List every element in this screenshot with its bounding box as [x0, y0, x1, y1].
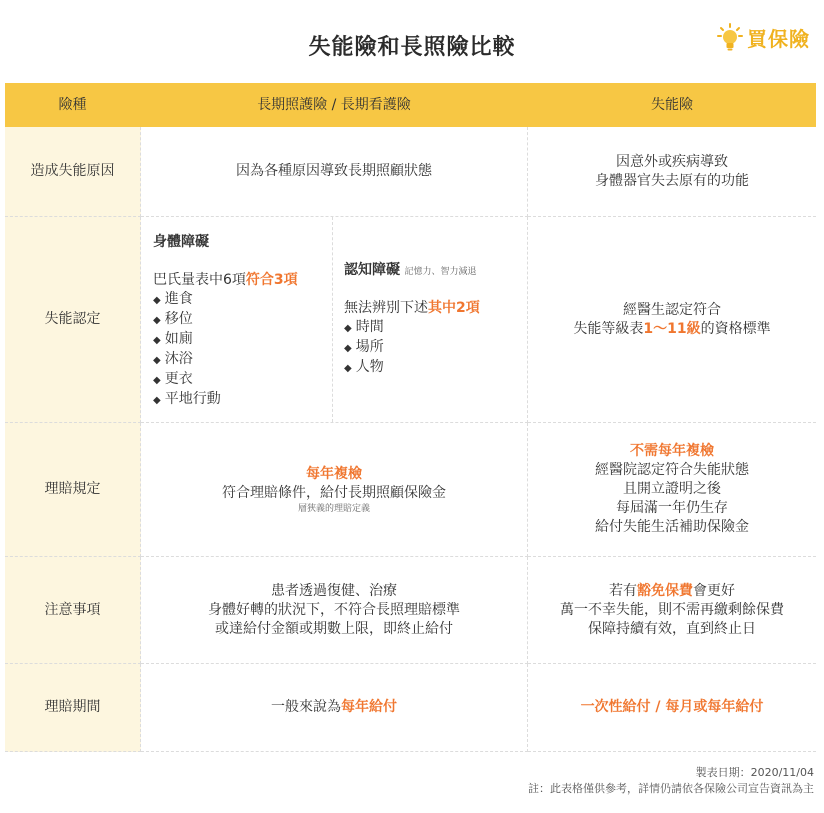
cognitive-note: 記憶力、智力減退: [404, 267, 477, 277]
list-item: ◆ 人物: [344, 359, 384, 375]
diamond-bullet-icon: ◆: [153, 315, 161, 326]
period-disability: [528, 664, 816, 752]
physical-title: 身體障礙: [153, 234, 209, 250]
cause-ltc: [141, 127, 528, 217]
brand-logo: [717, 22, 810, 52]
list-item: ◆ 如廁: [153, 331, 193, 347]
notes-ltc: [141, 557, 528, 664]
cause-dis-line-1: 因意外或疾病導致: [616, 153, 728, 170]
physical-disability-block: [141, 217, 333, 422]
criteria-disability: [528, 217, 816, 423]
notes-ltc-line-1: 患者透過復健、治療: [271, 582, 397, 599]
notes-dis-line-3: 保障持續有效，直到終止日: [588, 620, 756, 637]
list-item: ◆ 移位: [153, 311, 193, 327]
list-item: ◆ 平地行動: [153, 391, 221, 407]
table-date: 製表日期：2020/11/04: [695, 766, 814, 779]
header-ltc: 長期照護險 / 長期看護險: [141, 83, 528, 127]
list-item: ◆ 場所: [344, 339, 384, 355]
criteria-dis-line-1: 經醫生認定符合: [623, 301, 721, 318]
row-label-period: 理賠期間: [5, 664, 141, 752]
diamond-bullet-icon: ◆: [153, 295, 161, 306]
cognitive-disability-block: [333, 217, 527, 422]
cognitive-lead: 無法辨別下述其中2項: [344, 300, 480, 316]
cognitive-title: 認知障礙: [344, 262, 400, 278]
row-label-claim: 理賠規定: [5, 423, 141, 557]
row-label-notes: 注意事項: [5, 557, 141, 664]
list-item: ◆ 時間: [344, 319, 384, 335]
brand-name: 買保險: [747, 26, 810, 51]
diamond-bullet-icon: ◆: [153, 375, 161, 386]
diamond-bullet-icon: ◆: [344, 363, 352, 374]
claim-ltc-small: 層狹義的理賠定義: [297, 503, 370, 514]
diamond-bullet-icon: ◆: [153, 395, 161, 406]
notes-disability: [528, 557, 816, 664]
notes-dis-highlight: 豁免保費: [637, 582, 693, 599]
diamond-bullet-icon: ◆: [344, 323, 352, 334]
diamond-bullet-icon: ◆: [153, 335, 161, 346]
lightbulb-icon: [717, 22, 743, 52]
comparison-table: [5, 83, 816, 752]
period-dis-highlight: 一次性給付 / 每月或每年給付: [580, 699, 764, 715]
row-label-cause: 造成失能原因: [5, 127, 141, 217]
header-disability: 失能險: [528, 83, 816, 127]
claim-ltc: [141, 423, 528, 557]
claim-dis-highlight: 不需每年複檢: [630, 443, 714, 459]
notes-dis-line-1: 若有豁免保費會更好: [609, 582, 735, 599]
disclaimer-note: 註：此表格僅供參考，詳情仍請依各保險公司宣告資訊為主: [528, 782, 814, 795]
cognitive-heading: [344, 261, 527, 280]
claim-dis-line-1: 經醫院認定符合失能狀態: [595, 462, 749, 478]
physical-lead: 巴氏量表中6項符合3項: [153, 272, 298, 288]
notes-ltc-line-3: 或達給付金額或期數上限，即終止給付: [215, 620, 453, 637]
claim-dis-line-4: 給付失能生活補助保險金: [595, 519, 749, 535]
notes-dis-line-2: 萬一不幸失能，則不需再繳剩餘保費: [560, 601, 784, 618]
list-item: ◆ 進食: [153, 291, 193, 307]
header-type: 險種: [5, 83, 141, 127]
criteria-dis-line-2: 失能等級表1～11級的資格標準: [573, 320, 771, 337]
period-ltc-text: 一般來說為每年給付: [271, 699, 397, 715]
physical-highlight: 符合3項: [245, 272, 298, 288]
list-item: ◆ 更衣: [153, 371, 193, 387]
page-title: 失能險和長照險比較: [308, 35, 516, 60]
claim-dis-line-3: 每屆滿一年仍生存: [616, 500, 728, 516]
diamond-bullet-icon: ◆: [153, 355, 161, 366]
period-ltc: [141, 664, 528, 752]
period-ltc-highlight: 每年給付: [341, 699, 397, 715]
criteria-dis-highlight: 1～11級: [643, 320, 701, 337]
diamond-bullet-icon: ◆: [344, 343, 352, 354]
claim-disability: [528, 423, 816, 557]
cause-dis-line-2: 身體器官失去原有的功能: [595, 172, 749, 189]
row-label-criteria: 失能認定: [5, 217, 141, 423]
criteria-ltc: [141, 217, 528, 423]
claim-dis-line-2: 且開立證明之後: [623, 481, 721, 497]
cause-ltc-text: 因為各種原因導致長期照顧狀態: [236, 163, 432, 179]
cognitive-highlight: 其中2項: [428, 300, 480, 316]
cause-disability: [528, 127, 816, 217]
claim-ltc-highlight: 每年複檢: [306, 465, 362, 482]
list-item: ◆ 沐浴: [153, 351, 193, 367]
notes-ltc-line-2: 身體好轉的狀況下，不符合長照理賠標準: [208, 601, 460, 618]
claim-ltc-line-1: 符合理賠條件，給付長期照顧保險金: [222, 484, 446, 501]
